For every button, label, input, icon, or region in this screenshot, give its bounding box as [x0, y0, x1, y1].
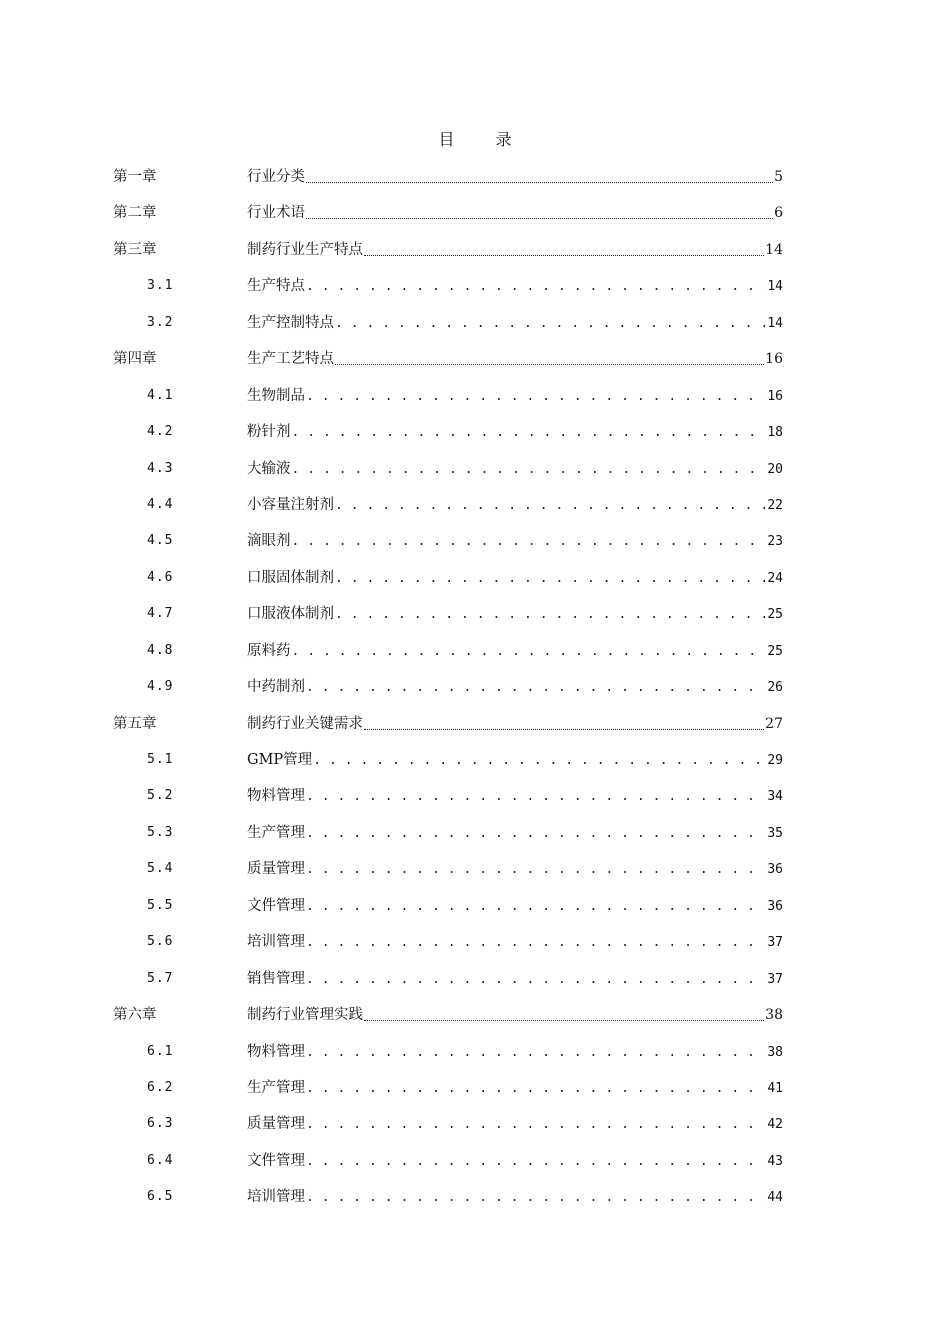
toc-entry-label: 生产特点 [247, 278, 305, 295]
toc-entry-number: 6.1 [147, 1043, 174, 1059]
toc-page-number: 38 [765, 1007, 783, 1024]
toc-entry-label: 口服液体制剂 [247, 606, 334, 623]
toc-entry-link[interactable] [247, 785, 783, 808]
toc-entry-number: 4.2 [147, 424, 174, 440]
toc-entry-link[interactable] [247, 202, 783, 224]
dot-leader [335, 353, 764, 365]
toc-chapter-row[interactable] [0, 198, 950, 234]
toc-page-number: 36 [767, 898, 783, 914]
dot-leader [306, 822, 766, 840]
toc-section-row[interactable] [0, 490, 950, 526]
toc-entry-label: GMP管理 [247, 752, 313, 768]
toc-section-row[interactable] [0, 1109, 950, 1145]
toc-entry-link[interactable] [247, 858, 783, 881]
toc-page-number: 37 [767, 935, 783, 951]
dot-leader [292, 640, 767, 658]
toc-entry-link[interactable] [247, 1113, 783, 1136]
toc-page-number: 25 [767, 643, 783, 659]
dot-leader [306, 785, 766, 803]
toc-entry-link[interactable] [247, 1150, 783, 1173]
toc-entry-label: 制药行业生产特点 [247, 241, 363, 258]
toc-page-number: 35 [767, 825, 783, 841]
dot-leader [306, 385, 766, 403]
toc-section-row[interactable] [0, 745, 950, 781]
dot-leader [364, 244, 764, 256]
toc-page-number: 16 [767, 388, 783, 404]
toc-entry-link[interactable] [247, 931, 783, 954]
toc-entry-label: 质量管理 [247, 861, 305, 878]
toc-entry-link[interactable] [247, 895, 783, 918]
toc-section-row[interactable] [0, 563, 950, 599]
toc-entry-link[interactable] [247, 1186, 783, 1209]
toc-section-row[interactable] [0, 271, 950, 307]
toc-page-number: 6 [774, 205, 783, 222]
toc-entry-label: 滴眼剂 [247, 533, 291, 550]
toc-page-number: 25 [767, 607, 783, 623]
toc-entry-link[interactable] [247, 530, 783, 553]
toc-entry-label: 质量管理 [247, 1116, 305, 1133]
toc-entry-number: 5.4 [147, 861, 174, 877]
dot-leader [306, 171, 773, 183]
toc-page-number: 38 [767, 1044, 783, 1060]
dot-leader [306, 207, 773, 219]
toc-page-number: 42 [767, 1117, 783, 1133]
toc-entry-number: 4.3 [147, 460, 174, 476]
toc-entry-number: 4.7 [147, 606, 174, 622]
toc-section-row[interactable] [0, 1073, 950, 1109]
toc-section-row[interactable] [0, 599, 950, 635]
toc-section-row[interactable] [0, 781, 950, 817]
toc-section-row[interactable] [0, 381, 950, 417]
toc-entry-link[interactable] [247, 312, 783, 335]
toc-entry-link[interactable] [247, 348, 783, 370]
dot-leader [306, 1077, 766, 1095]
toc-page-number: 14 [767, 315, 783, 331]
toc-page-number: 43 [767, 1153, 783, 1169]
dot-leader [335, 567, 766, 585]
toc-entry-number: 5.6 [147, 934, 174, 950]
dot-leader [306, 1186, 766, 1204]
toc-section-row[interactable] [0, 1146, 950, 1182]
toc-page-number: 44 [767, 1190, 783, 1206]
toc-entry-label: 口服固体制剂 [247, 569, 334, 586]
dot-leader [306, 895, 766, 913]
toc-entry-label: 制药行业管理实践 [247, 1007, 363, 1024]
toc-page-number: 22 [767, 497, 783, 513]
table-of-contents [0, 162, 950, 1219]
toc-entry-label: 粉针剂 [247, 424, 291, 441]
toc-page-number: 5 [774, 169, 783, 185]
toc-entry-link[interactable] [247, 567, 783, 590]
toc-section-row[interactable] [0, 417, 950, 453]
toc-entry-link[interactable] [247, 1041, 783, 1064]
toc-entry-label: 生物制品 [247, 387, 305, 404]
toc-chapter-row[interactable] [0, 1000, 950, 1036]
toc-entry-number: 3.1 [147, 278, 174, 294]
toc-entry-number: 4.4 [147, 496, 174, 512]
toc-section-row[interactable] [0, 1182, 950, 1218]
toc-entry-number: 5.1 [147, 752, 174, 767]
toc-entry-link[interactable] [247, 421, 783, 444]
toc-entry-label: 生产管理 [247, 1079, 305, 1096]
dot-leader [306, 968, 766, 986]
toc-page-number: 18 [767, 425, 783, 441]
toc-entry-number: 第一章 [113, 169, 157, 185]
toc-entry-label: 文件管理 [247, 1152, 305, 1169]
toc-section-row[interactable] [0, 526, 950, 562]
toc-entry-link[interactable] [247, 458, 783, 481]
toc-chapter-row[interactable] [0, 162, 950, 198]
toc-entry-number: 4.5 [147, 533, 174, 549]
dot-leader [364, 718, 764, 730]
toc-entry-label: 大输液 [247, 460, 291, 477]
dot-leader [306, 1113, 766, 1131]
toc-chapter-row[interactable] [0, 709, 950, 745]
toc-page-number: 34 [767, 789, 783, 805]
toc-section-row[interactable] [0, 891, 950, 927]
dot-leader [292, 458, 767, 476]
toc-page-number: 26 [767, 680, 783, 696]
toc-entry-number: 5.2 [147, 788, 174, 804]
dot-leader [292, 421, 767, 439]
toc-entry-label: 生产工艺特点 [247, 351, 334, 368]
dot-leader [306, 1041, 766, 1059]
toc-entry-link[interactable] [247, 166, 783, 188]
dot-leader [335, 312, 766, 330]
dot-leader [292, 530, 767, 548]
toc-page-number: 29 [767, 753, 783, 768]
toc-entry-label: 行业术语 [247, 205, 305, 222]
dot-leader [306, 858, 766, 876]
toc-page-number: 36 [767, 862, 783, 878]
toc-entry-number: 5.5 [147, 897, 174, 913]
toc-entry-number: 4.8 [147, 642, 174, 658]
toc-page-number: 16 [765, 351, 783, 368]
toc-entry-number: 6.4 [147, 1152, 174, 1168]
toc-entry-number: 5.7 [147, 970, 174, 986]
toc-page-number: 20 [767, 461, 783, 477]
dot-leader [306, 275, 766, 293]
toc-entry-link[interactable] [247, 239, 783, 261]
toc-entry-number: 第三章 [113, 241, 157, 258]
toc-entry-number: 3.2 [147, 314, 174, 330]
toc-entry-label: 行业分类 [247, 169, 305, 185]
dot-leader [335, 494, 766, 512]
toc-entry-number: 6.2 [147, 1079, 174, 1095]
toc-page-number: 14 [765, 241, 783, 258]
dot-leader [364, 1009, 764, 1021]
toc-entry-number: 第四章 [113, 351, 157, 368]
toc-entry-number: 6.5 [147, 1189, 174, 1205]
toc-section-row[interactable] [0, 454, 950, 490]
toc-page-number: 41 [767, 1080, 783, 1096]
toc-entry-number: 第六章 [113, 1007, 157, 1024]
toc-entry-number: 4.6 [147, 569, 174, 585]
toc-entry-link[interactable] [247, 968, 783, 991]
dot-leader [313, 749, 766, 767]
toc-entry-link[interactable] [247, 749, 783, 772]
toc-entry-link[interactable] [247, 676, 783, 699]
toc-title: 目 录 [438, 130, 530, 149]
toc-entry-link[interactable] [247, 385, 783, 408]
toc-page-number: 24 [767, 570, 783, 586]
toc-entry-label: 中药制剂 [247, 679, 305, 696]
toc-entry-label: 培训管理 [247, 934, 305, 951]
toc-entry-label: 销售管理 [247, 970, 305, 987]
dot-leader [306, 1150, 766, 1168]
toc-entry-label: 物料管理 [247, 788, 305, 805]
toc-entry-label: 制药行业关键需求 [247, 715, 363, 732]
toc-chapter-row[interactable] [0, 344, 950, 380]
toc-page-number: 14 [767, 279, 783, 295]
toc-entry-link[interactable] [247, 640, 783, 663]
toc-entry-link[interactable] [247, 603, 783, 626]
toc-entry-label: 培训管理 [247, 1189, 305, 1206]
dot-leader [306, 931, 766, 949]
toc-entry-label: 小容量注射剂 [247, 496, 334, 513]
toc-entry-number: 4.9 [147, 679, 174, 695]
toc-entry-label: 原料药 [247, 642, 291, 659]
toc-entry-number: 第二章 [113, 205, 157, 222]
toc-section-row[interactable] [0, 1037, 950, 1073]
toc-section-row[interactable] [0, 854, 950, 890]
toc-page-number: 37 [767, 971, 783, 987]
toc-entry-number: 第五章 [113, 715, 157, 732]
toc-page-number: 27 [765, 715, 783, 732]
dot-leader [335, 603, 766, 621]
toc-entry-label: 文件管理 [247, 897, 305, 914]
toc-entry-number: 5.3 [147, 824, 174, 840]
toc-entry-number: 4.1 [147, 387, 174, 403]
toc-page-number: 23 [767, 534, 783, 550]
toc-entry-link[interactable] [247, 494, 783, 517]
toc-entry-link[interactable] [247, 713, 783, 735]
toc-section-row[interactable] [0, 308, 950, 344]
toc-entry-number: 6.3 [147, 1116, 174, 1132]
toc-entry-link[interactable] [247, 1004, 783, 1026]
toc-chapter-row[interactable] [0, 235, 950, 271]
dot-leader [306, 676, 766, 694]
toc-section-row[interactable] [0, 636, 950, 672]
toc-section-row[interactable] [0, 927, 950, 963]
toc-entry-link[interactable] [247, 822, 783, 845]
toc-entry-label: 生产管理 [247, 824, 305, 841]
toc-entry-link[interactable] [247, 275, 783, 298]
toc-section-row[interactable] [0, 964, 950, 1000]
toc-section-row[interactable] [0, 672, 950, 708]
toc-entry-label: 物料管理 [247, 1043, 305, 1060]
toc-section-row[interactable] [0, 818, 950, 854]
toc-entry-label: 生产控制特点 [247, 314, 334, 331]
toc-entry-link[interactable] [247, 1077, 783, 1100]
